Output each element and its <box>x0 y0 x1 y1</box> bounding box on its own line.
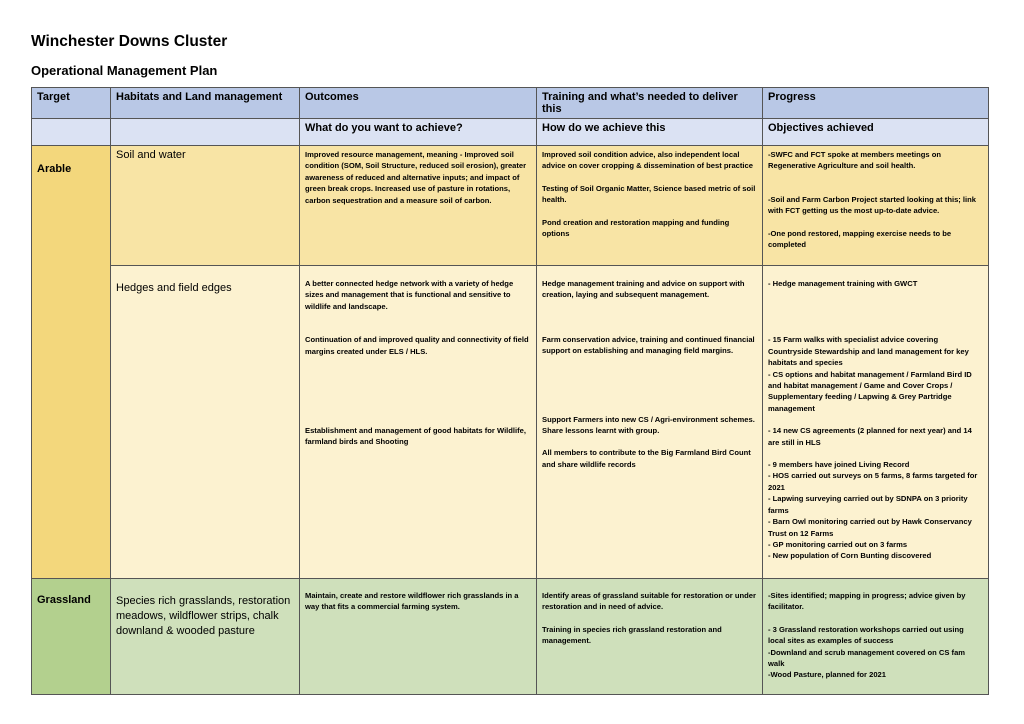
document-title: Winchester Downs Cluster <box>31 33 228 50</box>
progress-text: - 14 new CS agreements (2 planned for next year) and 14 are still in HLS <box>768 426 972 447</box>
progress-text: -Wood Pasture, planned for 2021 <box>768 670 887 680</box>
habitat-hedges: Hedges and field edges <box>111 266 300 579</box>
header-target: Target <box>32 88 111 119</box>
header-row <box>32 88 989 119</box>
training-text: Pond creation and restoration mapping and funding options <box>542 217 730 239</box>
subheader-progress: Objectives achieved <box>763 119 989 146</box>
habitat-grassland: Species rich grasslands, restoration meadows, wildflower strips, chalk downland & wooded pasture <box>111 579 300 695</box>
target-arable: Arable <box>32 146 111 579</box>
progress-text: - Lapwing surveying carried out by SDNPA on 3 priority farms <box>768 494 968 515</box>
outcome-text: Establishment and management of good habitats for Wildlife, farmland birds and Shooting <box>305 426 527 447</box>
table-row <box>32 146 989 266</box>
training-text: Hedge management training and advice on support with creation, laying and subsequent management. <box>542 279 745 300</box>
document-subtitle: Operational Management Plan <box>31 63 218 78</box>
header-outcomes: Outcomes <box>300 88 537 119</box>
progress-text: -Sites identified; mapping in progress; advice given by facilitator. <box>768 591 966 612</box>
progress-cell <box>763 579 989 695</box>
subheader-habitats <box>111 119 300 146</box>
table-row <box>32 579 989 695</box>
header-habitats: Habitats and Land management <box>111 88 300 119</box>
training-text: Improved soil condition advice, also independent local advice on cover cropping & dissemination of best practice <box>542 150 753 171</box>
progress-text: - 15 Farm walks with specialist advice covering Countryside Stewardship and land management for key habitats and species <box>768 335 969 368</box>
training-text: Support Farmers into new CS / Agri-environment schemes. Share lessons learnt with group. <box>542 414 755 436</box>
table-row <box>32 266 989 579</box>
outcome-text: A better connected hedge network with a variety of hedge sizes and management that is functional and sensitive to wildlife and landscape. <box>305 279 514 311</box>
training-text: All members to contribute to the Big Farmland Bird Count and share wildlife records <box>542 448 751 469</box>
header-progress: Progress <box>763 88 989 119</box>
progress-text: - Hedge management training with GWCT <box>768 279 918 288</box>
habitat-soil-water: Soil and water <box>111 146 300 266</box>
training-text: Training in species rich grassland restoration and management. <box>542 624 722 646</box>
outcomes-cell <box>300 266 537 579</box>
progress-text: -SWFC and FCT spoke at members meetings on Regenerative Agriculture and soil health. <box>768 150 941 171</box>
training-cell <box>537 146 763 266</box>
progress-text: - Barn Owl monitoring carried out by Hawk Conservancy Trust on 12 Farms <box>768 517 972 538</box>
subheader-training: How do we achieve this <box>537 119 763 146</box>
outcome-text: Continuation of and improved quality and connectivity of field margins created under ELS / HLS. <box>305 335 529 356</box>
progress-text: - New population of Corn Bunting discovered <box>768 551 932 561</box>
progress-text: - GP monitoring carried out on 3 farms <box>768 539 908 549</box>
progress-text: - CS options and habitat management / Farmland Bird ID and habitat management / Game and Cover Crops / Supplementary feeding / Lapwing & Grey Partridge management <box>768 369 972 413</box>
outcome-text: Maintain, create and restore wildflower rich grasslands in a way that fits a commercial farming system. <box>305 591 519 612</box>
training-cell <box>537 266 763 579</box>
progress-text: - HOS carried out surveys on 5 farms, 8 farms targeted for 2021 <box>768 471 978 492</box>
target-grassland: Grassland <box>32 579 111 695</box>
outcomes-cell <box>300 579 537 695</box>
management-plan-table <box>31 87 989 695</box>
subheader-outcomes: What do you want to achieve? <box>300 119 537 146</box>
training-cell <box>537 579 763 695</box>
training-text: Testing of Soil Organic Matter, Science based metric of soil health. <box>542 183 756 205</box>
progress-cell <box>763 266 989 579</box>
training-text: Identify areas of grassland suitable for restoration or under restoration and in need of advice. <box>542 591 756 612</box>
training-text: Farm conservation advice, training and continued financial support on establishing and managing field margins. <box>542 334 755 356</box>
progress-text: -One pond restored, mapping exercise needs to be completed <box>768 228 952 250</box>
subheader-target <box>32 119 111 146</box>
progress-text: -Soil and Farm Carbon Project started looking at this; link with FCT getting us the most up-to-date advice. <box>768 194 977 216</box>
subheader-row <box>32 119 989 146</box>
header-training: Training and what’s needed to deliver this <box>537 88 763 119</box>
outcomes-cell <box>300 146 537 266</box>
progress-text: - 3 Grassland restoration workshops carried out using local sites as examples of success <box>768 624 964 646</box>
progress-cell <box>763 146 989 266</box>
progress-text: -Downland and scrub management covered on CS fam walk <box>768 647 966 669</box>
outcome-text: Improved resource management, meaning - Improved soil condition (SOM, Soil Structure, reduced soil erosion), greater awareness of reduced and alternative inputs; and impact of green break crops. Increased use of pasture in rotations, carbon sequestration and a measure soil of carbon. <box>305 150 527 205</box>
progress-text: - 9 members have joined Living Record <box>768 460 910 470</box>
